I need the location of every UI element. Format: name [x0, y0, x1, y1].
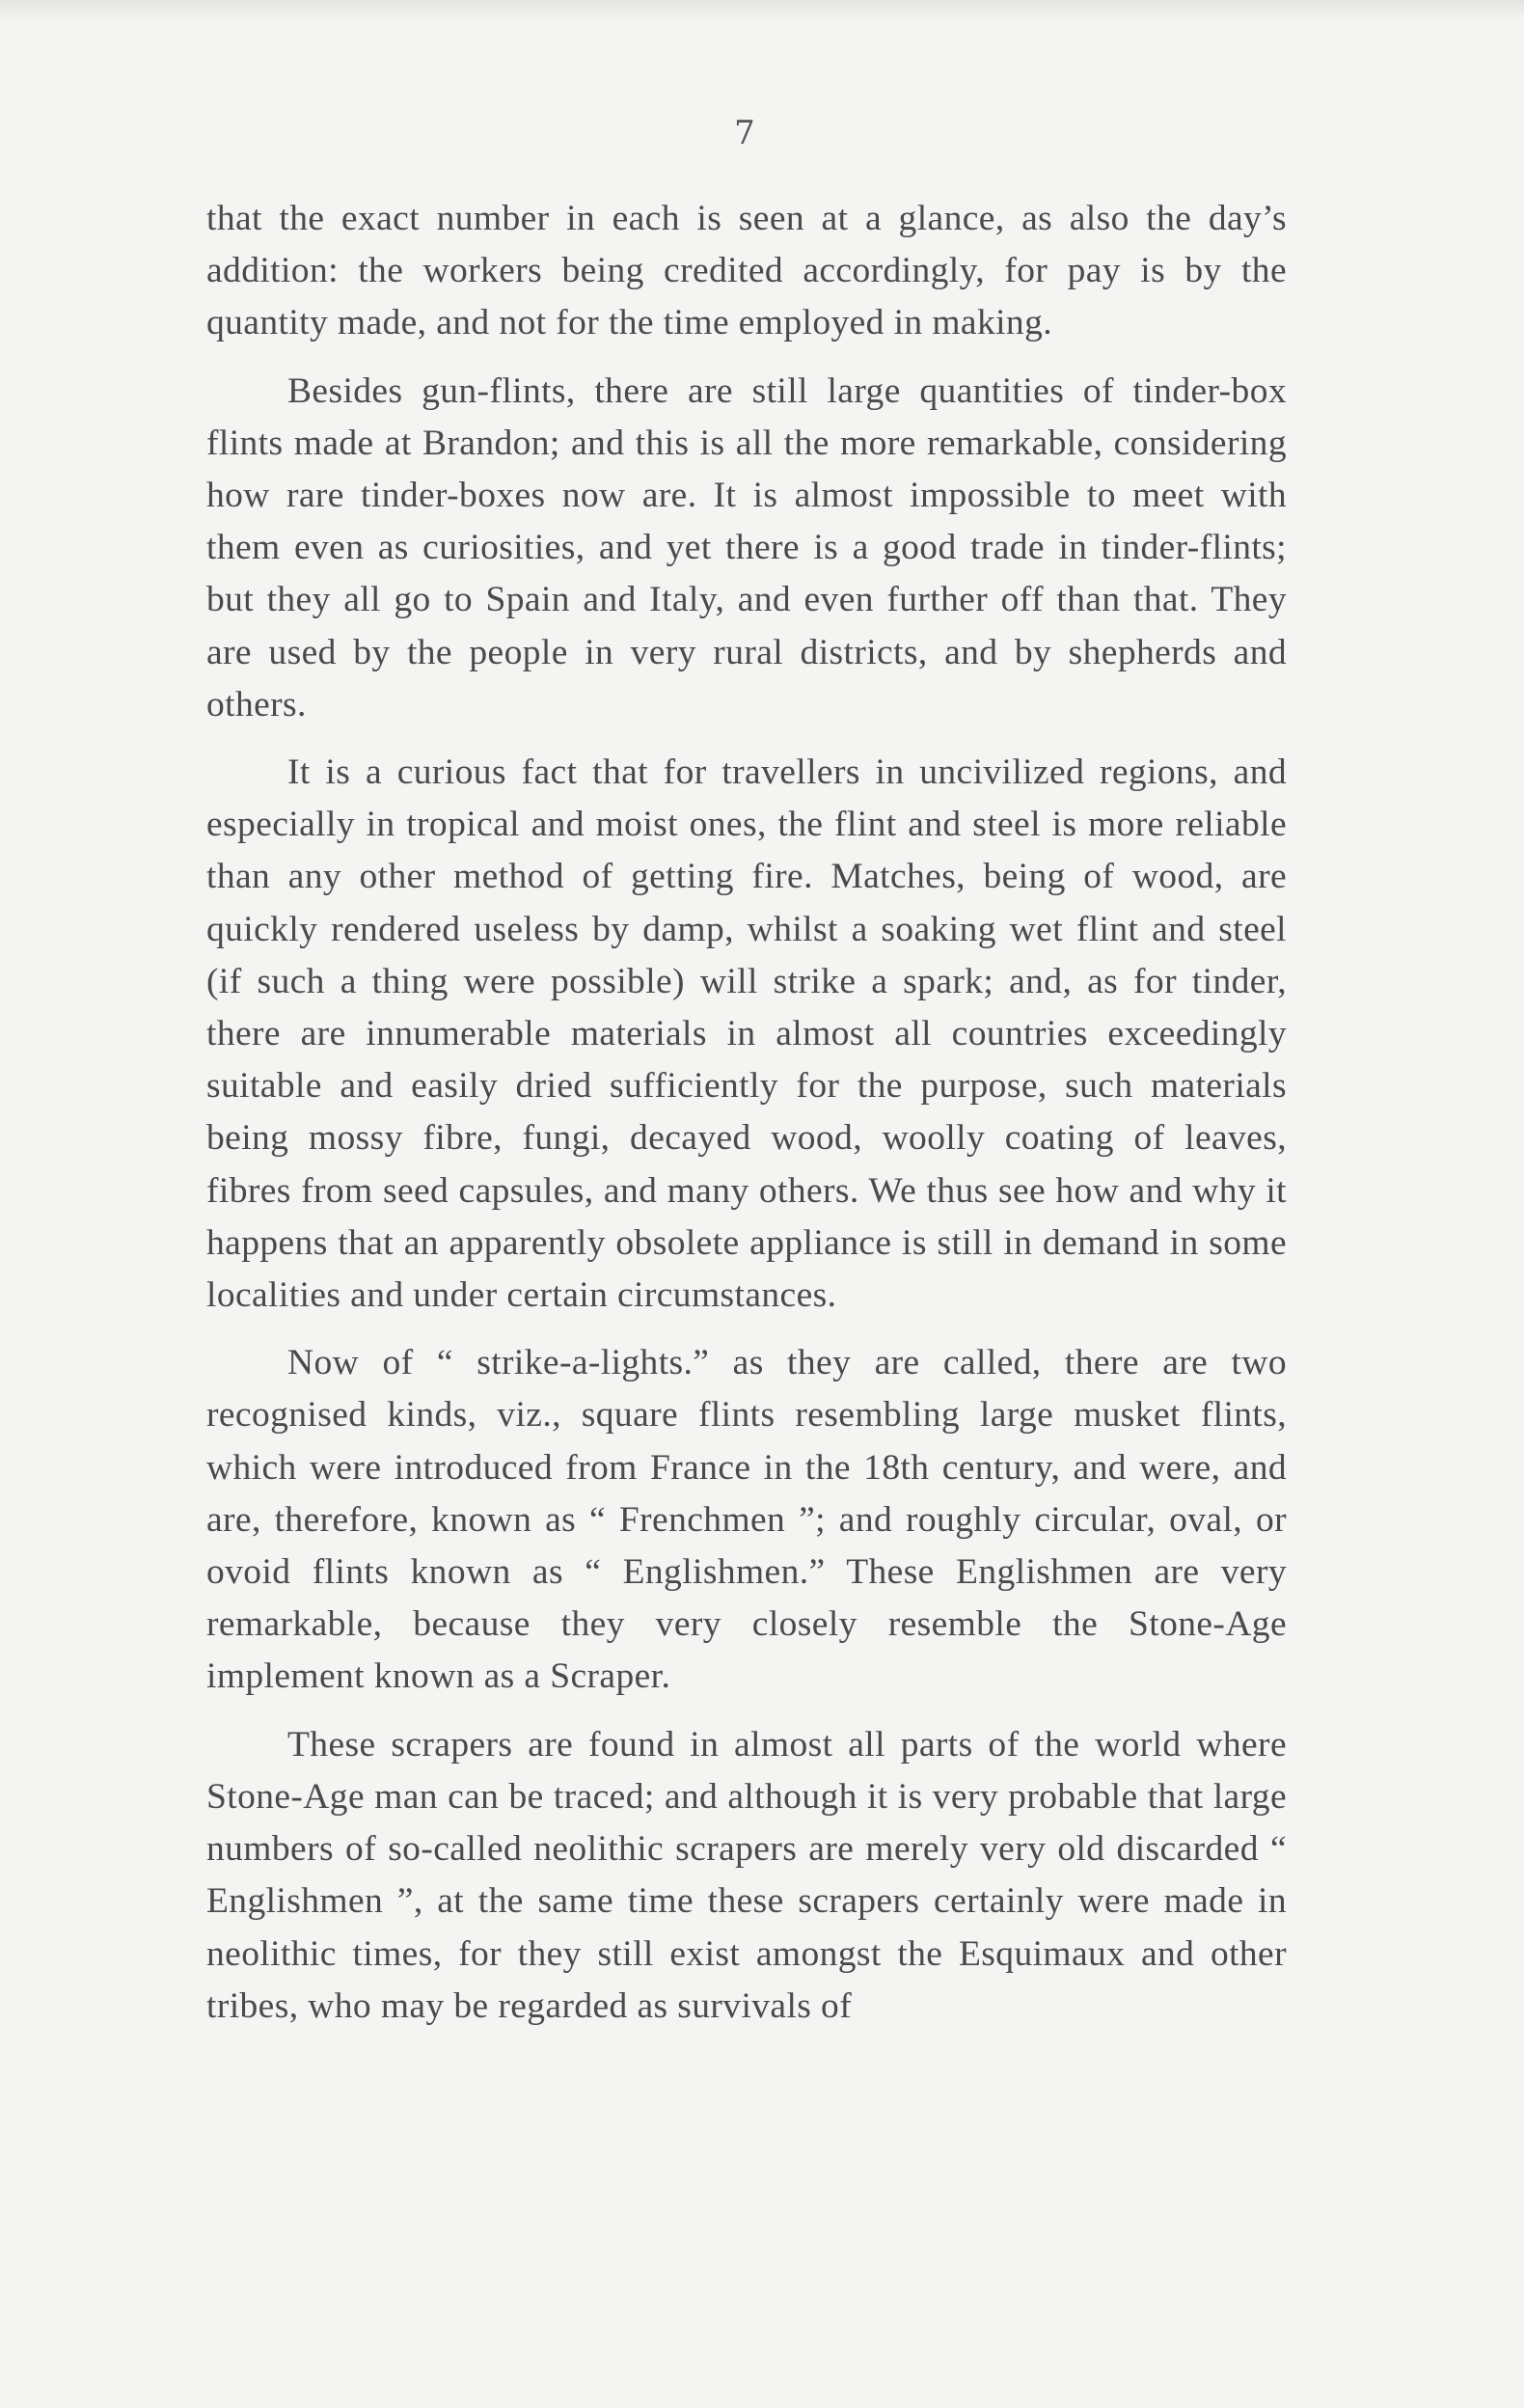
page-top-edge [0, 0, 1524, 21]
body-text [206, 193, 1287, 2048]
paragraph-3: It is a curious fact that for travellers in uncivilized regions, and especially in tropical and moist ones, the flint and steel is more reliable than any other method of getting fire. Matches, being of wood, are quickly rendered useless by damp, whilst a soaking wet flint and steel (if such a thing were possible) will strike a spark; and, as for tinder, there are innumerable materials in almost all countries exceedingly suitable and easily dried sufficiently for the purpose, such materials being mossy fibre, fungi, decayed wood, woolly coating of leaves, fibres from seed capsules, and many others. We thus see how and why it happens that an apparently obsolete appliance is still in demand in some localities and under certain circumstances. [206, 752, 1287, 1316]
page-number: 7 [734, 114, 755, 152]
paragraph-2: Besides gun-flints, there are still large quantities of tinder-box flints made at Brandon; and this is all the more remarkable, considering how rare tinder-boxes now are. It is almost impossible to meet with them even as curiosities, and yet there is a good trade in tinder-flints; but they all go to Spain and Italy, and even further off than that. They are used by the people in very rural districts, and by shepherds and others. [206, 370, 1287, 725]
paragraph-4: Now of “ strike-a-lights.” as they are called, there are two recognised kinds, viz., square flints resembling large musket flints, which were introduced from France in the 18th century, and were, and are, therefore, known as “ Frenchmen ”; and roughly circular, oval, or ovoid flints known as “ Englishmen.” These Englishmen are very remarkable, because they very closely resemble the Stone-Age implement known as a Scraper. [206, 1343, 1287, 1697]
paragraph-5: These scrapers are found in almost all parts of the world where Stone-Age man can be traced; and although it is very probable that large numbers of so-called neolithic scrapers are merely very old discarded “ Englishmen ”, at the same time these scrapers certainly were made in neolithic times, for they still exist amongst the Esquimaux and other tribes, who may be regarded as survivals of [206, 1724, 1287, 2026]
paragraph-1: that the exact number in each is seen at a glance, as also the day’s addition: the workers being credited accordingly, for pay is by the quantity made, and not for the time employed in making. [206, 199, 1287, 343]
